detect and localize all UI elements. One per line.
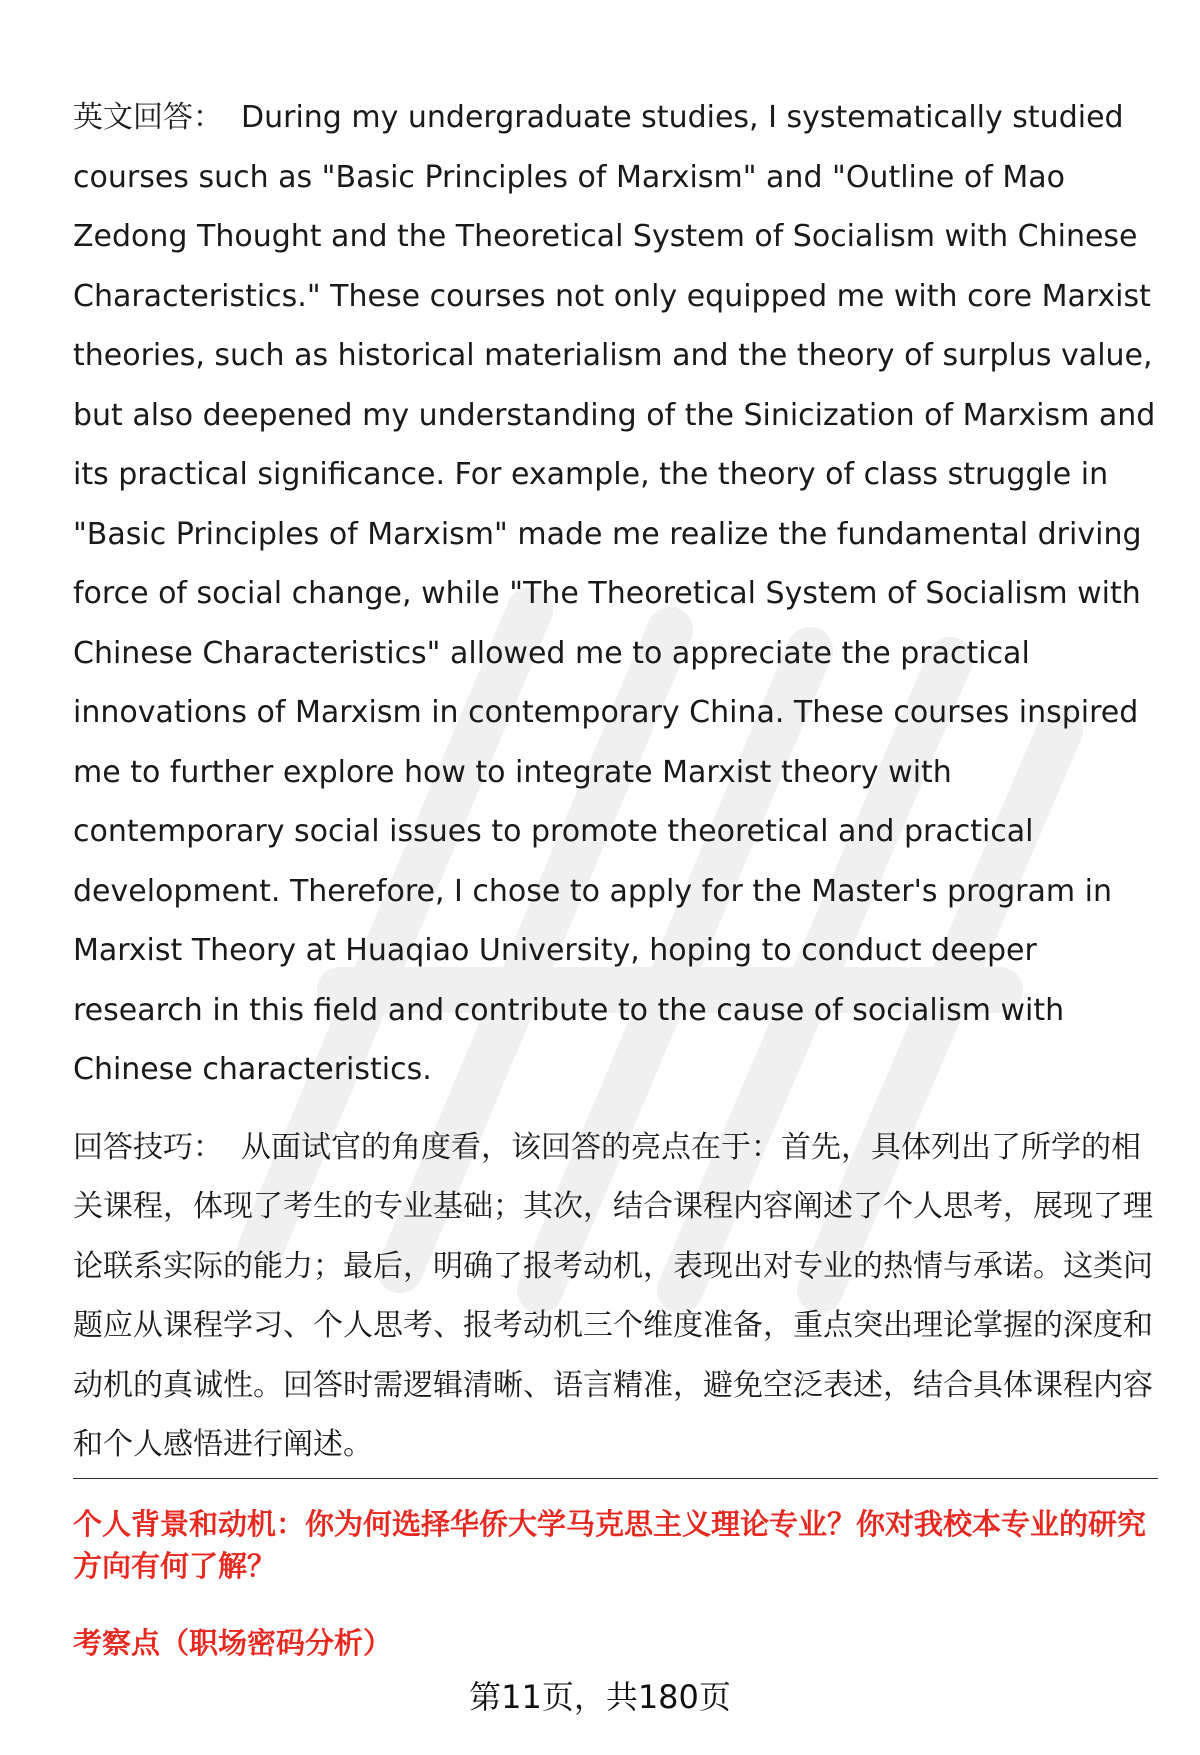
page-footer: 第11页，共180页 bbox=[469, 1678, 731, 1716]
answer-tips-paragraph bbox=[73, 1118, 1158, 1475]
assessment-points-heading: 考察点（职场密码分析） bbox=[73, 1626, 393, 1660]
answer-tips-text: 从面试官的角度看，该回答的亮点在于：首先，具体列出了所学的相关课程，体现了考生的专业基础；其次，结合课程内容阐述了个人思考，展现了理论联系实际的能力；最后，明确了报考动机，表现出对专业的热情与承诺。这类问题应从课程学习、个人思考、报考动机三个维度准备，重点突出理论掌握的深度和动机的真诚性。回答时需逻辑清晰、语言精准，避免空泛表述，结合具体课程内容和个人感悟进行阐述。 bbox=[73, 1129, 1153, 1462]
english-answer-label: 英文回答： bbox=[73, 100, 223, 135]
page-content bbox=[73, 88, 1158, 1475]
next-question-heading: 个人背景和动机：你为何选择华侨大学马克思主义理论专业？你对我校本专业的研究方向有何了解？ bbox=[73, 1507, 1147, 1583]
english-answer-text: During my undergraduate studies, I systematically studied courses such as "Basic Principles of Marxism" and "Outline of Mao Zedong Thought and the Theoretical System of Socialism with Chinese Characteristics." These courses not only equipped me with core Marxist theories, such as historical materialism and the theory of surplus value, but also deepened my understanding of the Sinicization of Marxism and its practical significance. For example, the theory of class struggle in "Basic Principles of Marxism" made me realize the fundamental driving force of social change, while "The Theoretical System of Socialism with Chinese Characteristics" allowed me to appreciate the practical innovations of Marxism in contemporary China. These courses inspired me to further explore how to integrate Marxist theory with contemporary social issues to promote theoretical and practical development. Therefore, I chose to apply for the Master's program in Marxist Theory at Huaqiao University, hoping to conduct deeper research in this field and contribute to the cause of socialism with Chinese characteristics. bbox=[73, 100, 1156, 1087]
answer-tips-label: 回答技巧： bbox=[73, 1129, 223, 1165]
section-divider bbox=[73, 1478, 1158, 1479]
english-answer-paragraph bbox=[73, 88, 1158, 1100]
